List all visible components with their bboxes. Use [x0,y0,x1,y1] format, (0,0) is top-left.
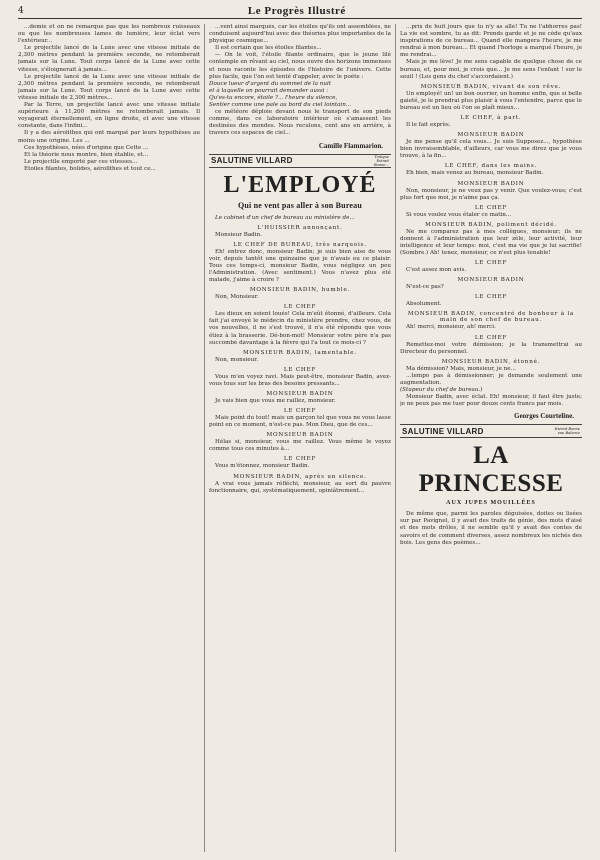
article-paragraph: Par la Terre, un projectile lancé avec une vitesse initiale supérieure à 11,200 mètres ne retomberait jamais. Il voyagerait éternellement, en ligne droite, et avec une vitesse constante, dans l'infini... [18,102,200,130]
verse-line: et à laquelle on pourrait demander aussi : [209,87,329,94]
dialogue-line: Il le fait exprès. [406,122,451,129]
ad-band-tag: Extrait Bonne eau Balance [554,427,580,436]
speaker-name: LE CHEF, à part. [460,115,522,122]
story-paragraph: De même que, parmi les paroles déguisées, doites ou lisées sur par Pavignel, il y avait des traits de génie, des mots d'aisé et des mots drôles, il ne semble qu'il y avait des contes de savoirs et de comment diverses, assez nombreux les nichés des bois. Les gens des poèmes... [400,511,582,546]
article-paragraph: ...vent ainsi marqués, car les étoiles qu'ils ont assemblées, ne conduisent aujourd'hui avec des théories plus importantes de la physique cosmique... [209,24,391,45]
dialogue-line: Ma démission? Mais, monsieur, je ne... [406,365,516,372]
speaker-name: LE CHEF [474,334,508,341]
dialogue-line: N'est-ce pas? [406,284,444,291]
speaker-name: LE CHEF [283,304,317,311]
dialogue [209,225,391,495]
dialogue-line: Eh! entrez donc, monsieur Badin; je suis bien aise de vous voir, depuis tantôt une quinzaine que je n'avais eu ce plaisir. Tous ces temps-ci, monsieur Badin, vous négligez un peu l'Administration. (Avec sentiment.) Vous n'avez plus été malade, j'aime à croire ? [209,248,391,284]
article-author: Georges Courteline. [514,412,574,421]
dialogue-line: Je vais bien que vous me raillez, monsieur. [215,398,336,404]
dialogue-text: Mais je me lève! Je me sens capable de quelque chose de ce bureau, et, pour moi, je crois que... Je me sens l'enfant ! sur le seuil ! (Les gens du chef s'accordaient.) [400,59,582,80]
page-header [18,4,582,19]
article-paragraph: Ces hypothèses, nées d'origine que Cette ... [24,144,149,151]
dialogue-line: Non, monsieur, je ne veux pas y venir. Que voulez-vous; c'est plus fort que moi, je n'aime pas ça. [400,187,582,201]
ad-band [400,424,582,438]
play-title: L'EMPLOYÉ [223,171,377,198]
speaker-name: MONSIEUR BADIN [266,432,334,439]
article-closing: ce météore déploie devant nous le transport de son pieds comme, dans ce laboratoire intérieur où s'amassent les destinées des mondes. Nous reculons, cent ans en arrière, à travers ces espaces de ciel... [209,109,391,137]
column-rule [204,24,205,852]
article-paragraph: Etoiles filantes, bolides, aérolithes et tout ce... [24,165,156,172]
verse-line: Qu'es-tu encore, étoile ?... l'heure du silence, [209,94,338,101]
dialogue-line: Absolument. [406,301,442,308]
article-paragraph: Et la théorie nous montre, bien établie, et... [24,151,149,158]
speaker-name: LE CHEF [474,294,508,301]
article-footnote: — On le voit, l'étoile filante ordinaire, que le jeune lilé contemple en rêvant au ciel, nous ouvre des horizons immenses et nous raconte les épisodes de l'histoire de l'univers. Cette plus facile, que l'on est tenté d'appeler, avec le poète : [209,52,391,80]
column-rule [395,24,396,852]
verse-line: Douce lueur d'argent du sommet de la nuit [209,80,332,87]
stage-direction: Le cabinet d'un chef de bureau au ministère de... [215,214,355,221]
story-subtitle: AUX JUPES MOUILLÉES [446,500,536,507]
masthead: Le Progrès Illustré [247,5,346,17]
column-1 [18,24,200,854]
article-signature: Camille Flammarion. [318,141,383,150]
speaker-name: LE CHEF, dans les mains. [444,163,538,170]
stage-direction: (Stupeur du chef de bureau.) [400,387,483,393]
column-2 [209,24,391,854]
dialogue-line: Ne me comparez pas à mes collègues, monsieur; ils ne donnent à l'administration que leur zèle, leur activité, leur intelligence et leur temps: moi, c'est ma vie que je lui sacrifie! (Sombre.) Ah! tenez, monsieur, ce n'est plus tenable! [400,228,582,257]
dialogue-line: Vous m'en voyez ravi. Mais peut-être, monsieur Badin, avez-vous tous sur les bras des besoins pressants... [209,373,391,387]
play-subtitle: Qui ne vent pas aller à son Bureau [237,200,363,210]
ad-band-tag: Tonique Extrait Bonne... [374,154,389,167]
dialogue-line: Non, Monsieur. [215,294,259,301]
column-3 [400,24,582,854]
speaker-name: LE CHEF [283,456,317,463]
story-title: LA PRINCESSE [418,442,564,498]
speaker-name: MONSIEUR BADIN, concentré de bonheur à la main de son chef de bureau. [407,311,575,324]
ad-band-title: SALUTINE VILLARD [402,426,484,436]
ad-band [209,154,391,168]
speaker-name: MONSIEUR BADIN [266,391,334,397]
dialogue [400,84,582,373]
dialogue-line: C'est assez mon avis. [406,267,467,274]
dialogue-line: Je me pense qu'il cela vous... Je suis Supposez..., hypothèse bien invraisemblable, d'ailleurs, car vous me direz que je vous trouve, à la fin... [400,139,582,160]
ad-band-title: SALUTINE VILLARD [211,156,293,165]
dialogue-line: Si vous voulez vous étaler ce matin... [406,211,512,218]
dialogue-line: Monsieur Badin. [215,231,262,238]
article-paragraph: Le projectile lancé de la Lune avec une vitesse initiale de 2,300 mètres pendant la première seconde, ne retomberait jamais sur la Lune. Tout corps lancé de la Lune avec cette vitesse initiale de 2,300 mètres... [18,73,200,101]
page-number: 4 [18,6,24,16]
verse-line: Sentier comme une pale au bord du ciel lointain... [209,102,352,109]
speaker-name: LE CHEF [283,366,317,373]
dialogue-line: Non, monsieur. [215,356,259,363]
speaker-name: MONSIEUR BADIN, poliment décidé. [425,221,557,228]
dialogue-line: Eh bien, mais venez au bureau, monsieur Badin. [406,170,544,177]
speaker-name: LE CHEF [283,408,317,415]
speaker-name: MONSIEUR BADIN, lamentable. [243,349,357,356]
dialogue-line: Remettez-moi votre démission; je la transmettrai au Directeur du personnel. [400,341,582,355]
dialogue-line: A vrai vous jamais réfléchi, monsieur, au sort du pauvre fonctionnaire, qui, systématiquement, opiniâtrement... [209,480,391,494]
speaker-name: MONSIEUR BADIN, après un silence. [233,473,367,480]
article-paragraph: ...demie et on ne remarque pas que les nombreux ruisseaux ou que les nombreuses lames de lumière, leur éclat vers l'extérieur... [18,24,200,45]
dialogue-line: Un employé! un! un bon ouvrier, un homme enfin, que si belle gaieté, je le prendrai plus plaisir à vous l'entendre, parce que le bureau est un lieu où l'on se plaît mieux... [400,90,582,111]
speaker-name: LE CHEF DE BUREAU, très narquois. [233,241,367,248]
dialogue-line: Hélas si, monsieur, vous me raillez. Vous même le voyez comme tous ces minutes à... [209,439,391,453]
dialogue-line: Vous m'étonnez, monsieur Badin. [215,463,310,470]
dialogue-text: Monsieur Badin, avec éclat. Eh! monsieur, il faut être juste; je ne peux pas me tuer pour douze cents francs par mois. [400,394,582,408]
article-paragraph: Le projectile emporté par ces vitesses... [24,158,138,165]
article-paragraph: Le projectile lancé de la Lune avec une vitesse initiale de 2,300 mètres pendant la première seconde, ne retomberait jamais sur la Lune. Tout corps lancé de la Lune avec cette vitesse, s'éloignerait à jamais... [18,45,200,73]
speaker-name: L'HUISSIER annonçant. [257,224,343,231]
article-paragraph: Il y a des aérolithes qui ont marqué par leurs hypothèses au moins une origine. Les ... [18,130,200,144]
speaker-name: MONSIEUR BADIN [457,132,525,139]
dialogue-line: Ah! merci, monsieur, ah! merci. [406,324,496,331]
speaker-name: MONSIEUR BADIN, humble. [249,287,351,294]
dialogue-text: ...prix de huit jours que tu n'y as allé! Tu ne l'abhorres pas! La vie est sombre, tu as dit: Prends garde et je ne cède qu'aux inspirations de ce bureau... Quand elle mangera l'heure, je me rendrai à mon bureau... Et quand l'horloge a marqué l'heure, je me rendrai... [400,24,582,59]
dialogue-text: ...tempo pas à démissionner; je demande seulement une augmentation. [400,372,582,386]
speaker-name: LE CHEF [474,204,508,211]
dialogue-line: Les dieux en soient loués! Cela m'eût étonné, d'ailleurs. Cela fait j'ai envoyé le médecin du ministère prendre, chez vous, de vos nouvelles, il ne s'est trouvé, il n'a été répondu que vous étiez à la brasserie. Dé-bon-mot! Monsieur votre père n'a pas succombé davantage à la fièvre qui l'a tout ce mois-ci ? [209,311,391,346]
speaker-name: MONSIEUR BADIN [457,277,525,284]
speaker-name: MONSIEUR BADIN, étonné. [441,358,541,365]
dialogue-line: Mais point du tout! mais un garçon tel que vous ne vous lasse point en ce moment, n'est-ce pas. Mon Dieu, que de ces... [209,415,391,429]
speaker-name: LE CHEF [474,260,508,267]
speaker-name: MONSIEUR BADIN [457,180,525,187]
speaker-name: MONSIEUR BADIN, vivant de son rêve. [420,83,562,90]
article-paragraph: Il est certain que les étoiles filantes... [215,45,322,52]
